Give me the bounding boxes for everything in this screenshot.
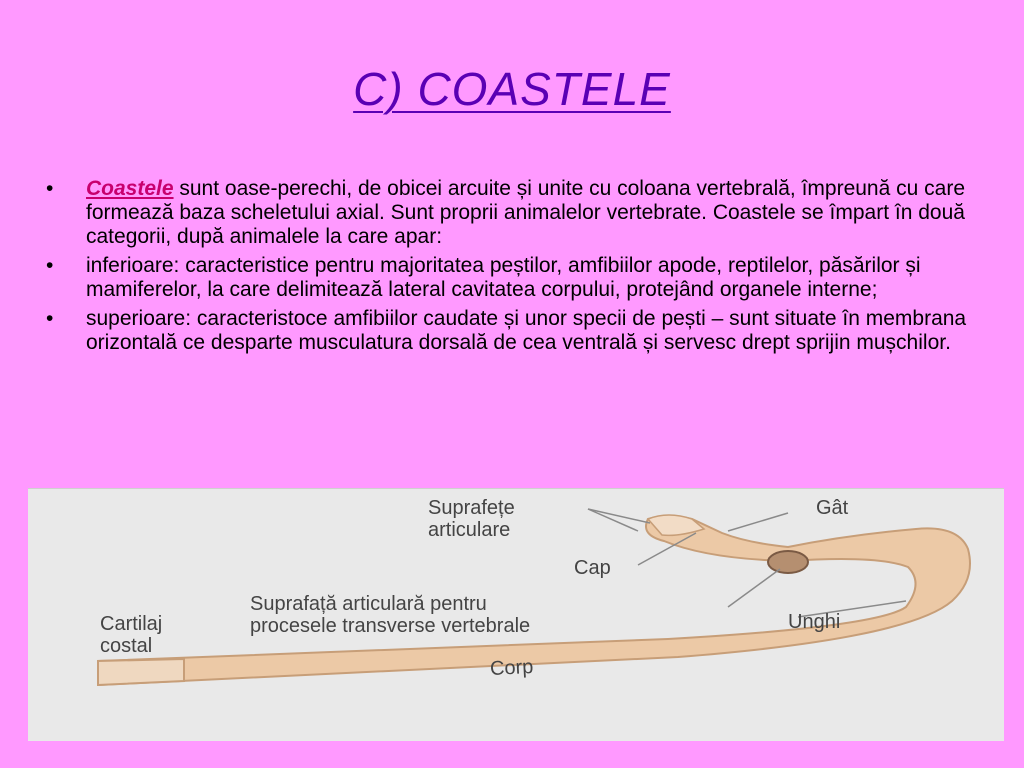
label-suprafete-articulare: Suprafețe articulare <box>428 497 515 541</box>
rib-illustration <box>28 488 1004 741</box>
bullet-text: sunt oase-perechi, de obicei arcuite și unite cu coloana vertebrală, împreună cu care formează baza scheletului axial. Sunt proprii animalelor vertebrate. Coastele se împart în două categorii, după animalele la care apar: <box>86 177 965 248</box>
label-suprafata-articulara: Suprafață articulară pentru procesele transverse vertebrale <box>250 593 531 637</box>
label-corp: Corp <box>489 655 534 681</box>
label-cap: Cap <box>574 557 611 579</box>
bullet-item <box>46 307 996 355</box>
bullet-item <box>46 177 996 249</box>
bullet-list <box>46 177 996 360</box>
leader-lines <box>588 509 906 617</box>
bullet-item <box>46 254 996 302</box>
bullet-dot: • <box>46 254 54 277</box>
term-coastele: Coastele <box>86 177 174 200</box>
slide-title: C) COASTELE <box>353 63 671 115</box>
costal-cartilage <box>98 659 184 685</box>
label-cartilaj-costal: Cartilaj costal <box>100 613 163 657</box>
articular-tubercle <box>768 551 808 573</box>
rib-bone <box>98 516 970 685</box>
bullet-dot: • <box>46 307 54 330</box>
label-unghi: Unghi <box>788 611 841 633</box>
bullet-text: superioare: caracteristoce amfibiilor caudate și unor specii de pești – sunt situate în membrana orizontală ce desparte musculatura dorsală de cea ventrală și servesc drept sprijin mușchilor. <box>86 307 967 354</box>
label-gat: Gât <box>816 497 849 519</box>
bullet-text: inferioare: caracteristice pentru majoritatea peștilor, amfibiilor apode, reptilelor, păsărilor și mamiferelor, la care delimitează lateral cavitatea corpului, protejând organele interne; <box>86 254 921 301</box>
bullet-dot: • <box>46 177 54 200</box>
